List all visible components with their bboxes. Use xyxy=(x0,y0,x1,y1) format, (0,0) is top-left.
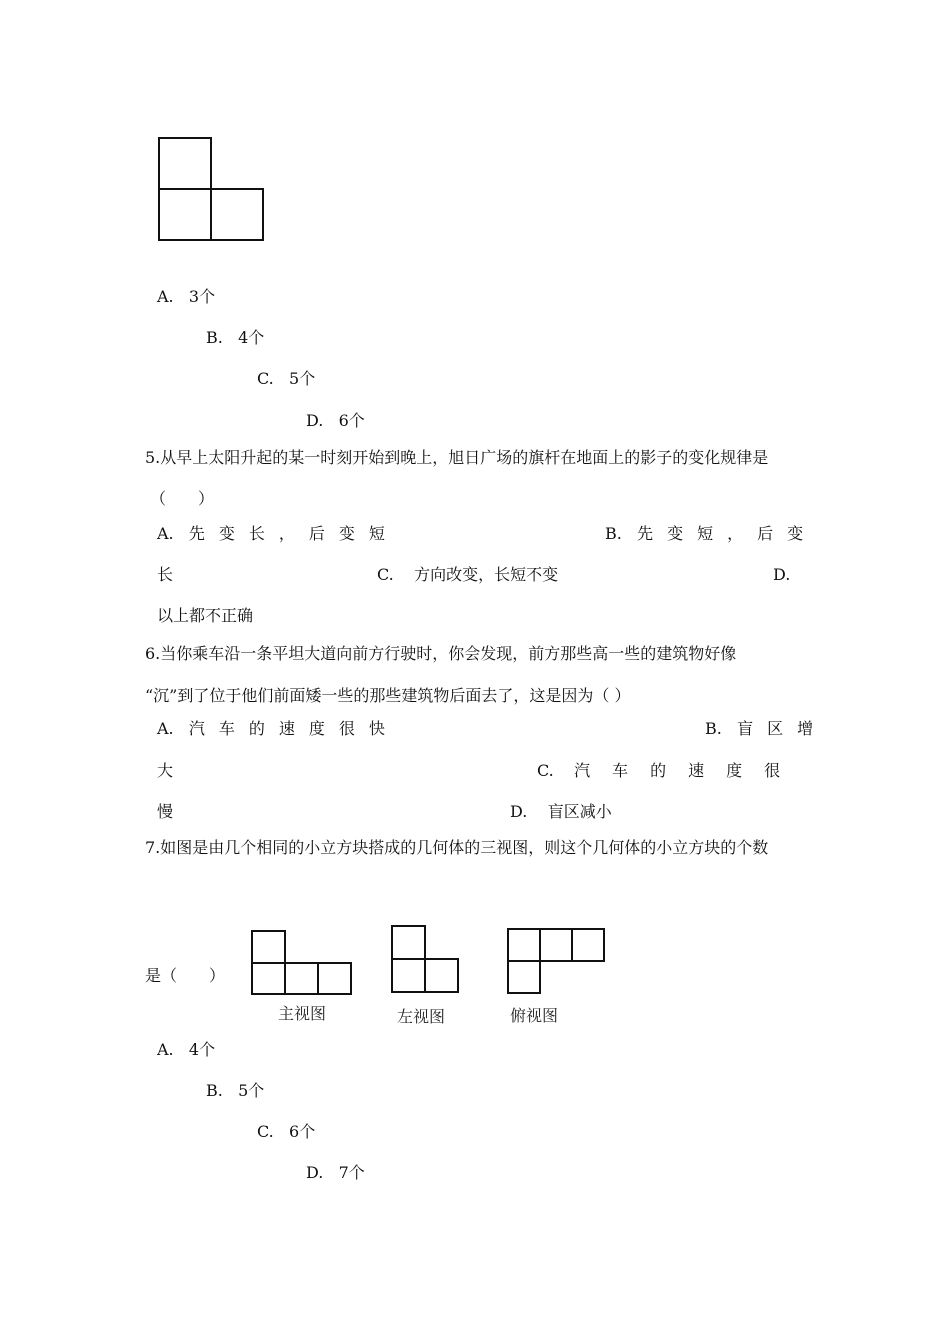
q6-option-b: B. 盲区增 xyxy=(705,719,828,738)
front-view-caption: 主视图 xyxy=(278,1004,327,1023)
top-view xyxy=(508,929,604,993)
top-view-caption: 俯视图 xyxy=(510,1006,559,1025)
q4-option-c: C. 5个 xyxy=(257,369,316,388)
front-view xyxy=(252,931,351,994)
q7-stem-line2: 是（ ） xyxy=(145,966,226,985)
q4-option-a: A. 3个 xyxy=(157,287,216,306)
q7-option-c: C. 6个 xyxy=(257,1122,316,1141)
q7-stem-line1: 7.如图是由几个相同的小立方块搭成的几何体的三视图，则这个几何体的小立方块的个数 xyxy=(145,838,769,857)
q6-stem-line1: 6.当你乘车沿一条平坦大道向前方行驶时，你会发现，前方那些高一些的建筑物好像 xyxy=(145,644,737,663)
left-view xyxy=(392,926,458,992)
left-view-caption: 左视图 xyxy=(397,1007,446,1026)
q6-option-a: A. 汽车的速度很快 xyxy=(157,719,399,738)
q6-option-d: D. 盲区减小 xyxy=(510,802,612,821)
q5-option-b: B. 先变短，后变 xyxy=(605,524,818,543)
q6-option-c: C. 汽车的速度很 xyxy=(537,761,803,780)
q6-option-c-cont: 慢 xyxy=(157,802,174,821)
q6-stem-line2: “沉”到了位于他们前面矮一些的那些建筑物后面去了，这是因为（ ） xyxy=(145,686,631,705)
q4-option-b: B. 4个 xyxy=(206,328,265,347)
q5-stem-line2: （ ） xyxy=(150,489,215,508)
q7-option-b: B. 5个 xyxy=(206,1081,265,1100)
q7-option-d: D. 7个 xyxy=(306,1163,365,1182)
q5-option-a: A. 先变长，后变短 xyxy=(157,524,399,543)
q4-option-d: D. 6个 xyxy=(306,411,365,430)
q6-option-b-cont: 大 xyxy=(157,761,174,780)
q5-option-d-letter: D. xyxy=(773,565,791,584)
q5-option-d-text: 以上都不正确 xyxy=(157,606,254,625)
q5-stem-line1: 5.从早上太阳升起的某一时刻开始到晚上，旭日广场的旗杆在地面上的影子的变化规律是 xyxy=(145,448,769,467)
q7-option-a: A. 4个 xyxy=(157,1040,216,1059)
q5-option-c: C. 方向改变，长短不变 xyxy=(377,565,559,584)
q5-option-b-cont: 长 xyxy=(157,565,174,584)
